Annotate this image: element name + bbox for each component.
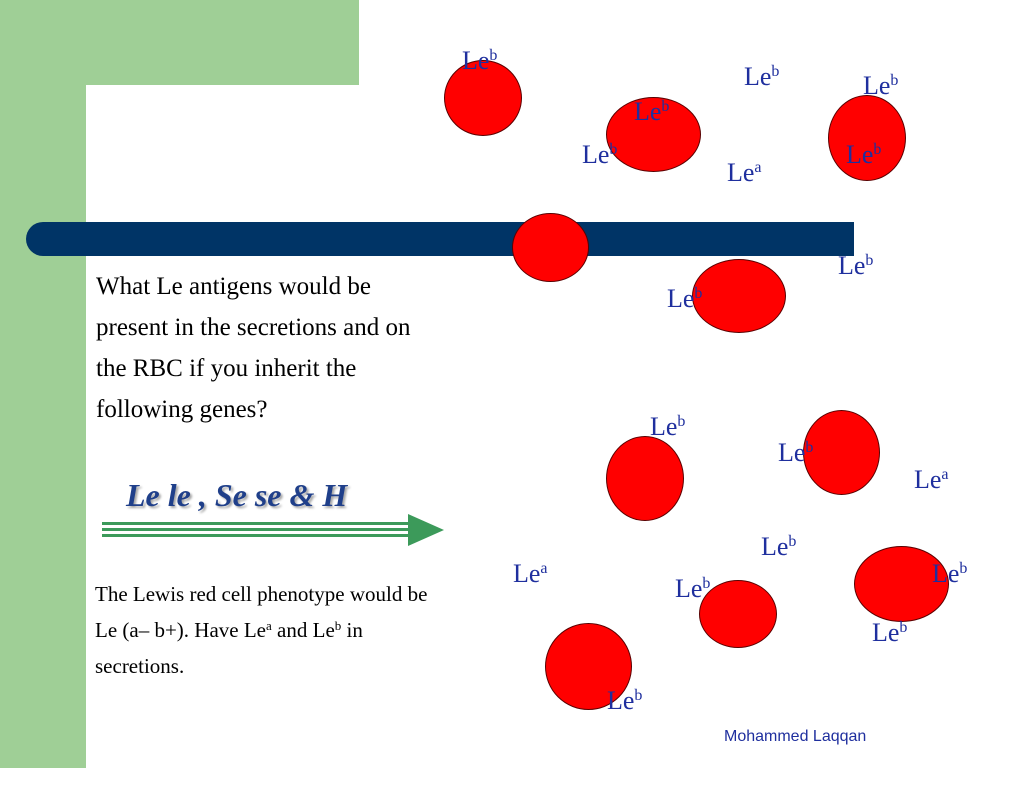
red-blood-cell-icon (699, 580, 777, 648)
antigen-label-leb: Le$^b$ (634, 97, 670, 126)
red-blood-cell-icon (803, 410, 880, 495)
antigen-label-leb: Le$^b$ (778, 438, 814, 467)
red-blood-cell-icon (512, 213, 589, 282)
antigen-label-leb: Le$^b$ (872, 618, 908, 647)
antigen-label-lea: Le$^a$ (727, 158, 762, 187)
antigen-label-leb: Le$^b$ (761, 532, 797, 561)
question-text: What Le antigens would be present in the secretions and on the RBC if you inherit the following genes? (96, 273, 411, 423)
antigen-label-leb: Le$^b$ (675, 574, 711, 603)
antigen-label-leb: Le$^b$ (744, 62, 780, 91)
red-blood-cell-icon (692, 259, 786, 333)
antigen-label-leb: Le$^b$ (932, 559, 968, 588)
antigen-label-leb: Le$^b$ (582, 140, 618, 169)
antigen-label-leb: Le$^b$ (863, 71, 899, 100)
antigen-label-leb: Le$^b$ (667, 284, 703, 313)
title-divider-bar (26, 222, 854, 256)
antigen-label-leb: Le$^b$ (846, 140, 882, 169)
top-accent-block (0, 0, 359, 85)
antigen-label-leb: Le$^b$ (650, 412, 686, 441)
answer-text: The Lewis red cell phenotype would be Le (a– b+). Have Le$^a$ and Le$^b$ in secretions. (95, 582, 428, 678)
left-accent-bar (0, 0, 86, 768)
antigen-label-leb: Le$^b$ (838, 251, 874, 280)
antigen-label-leb: Le$^b$ (462, 46, 498, 75)
arrow-right-icon (102, 512, 447, 548)
author-credit: Mohammed Laqqan (724, 728, 867, 745)
genotype-heading: Le le , Se se & H (126, 477, 348, 513)
antigen-label-leb: Le$^b$ (607, 686, 643, 715)
red-blood-cell-icon (606, 436, 684, 521)
antigen-label-lea: Le$^a$ (914, 465, 949, 494)
antigen-label-lea: Le$^a$ (513, 559, 548, 588)
